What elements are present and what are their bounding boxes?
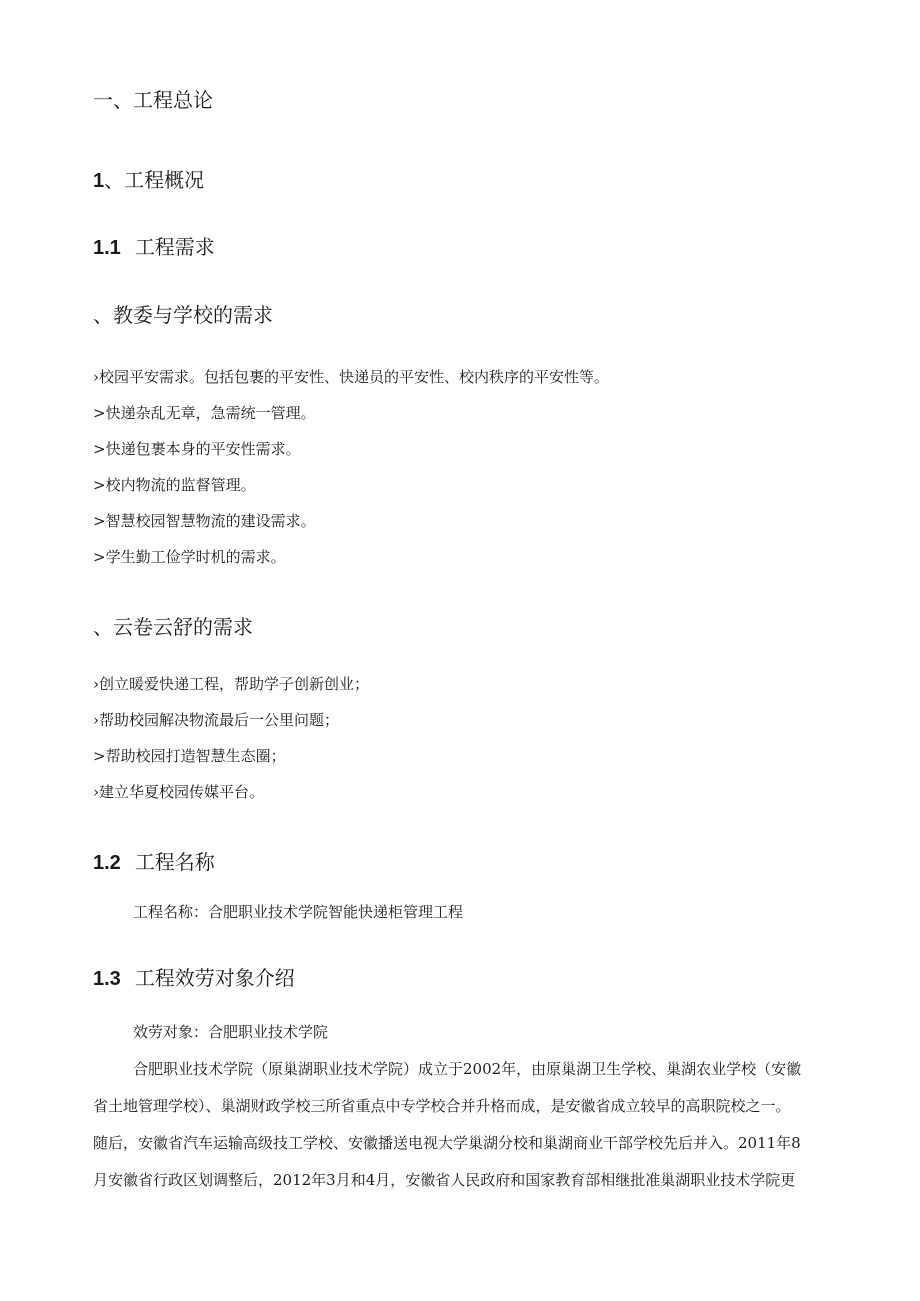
list-item: ›帮助校园解决物流最后一公里问题；: [93, 711, 340, 729]
section-number: 1.3: [93, 968, 121, 990]
section-title: 工程效劳对象介绍: [134, 966, 295, 990]
section-number: 1: [93, 170, 105, 192]
paragraph-line: 月安徽省行政区划调整后，2012年3月和4月，安徽省人民政府和国家教育部相继批准巢湖职业技术学院更: [93, 1171, 796, 1189]
section-heading-1-1: [93, 231, 215, 260]
subsection-heading-company: 、云卷云舒的需求: [93, 615, 253, 639]
section-heading-1-3: [93, 962, 295, 991]
section-title: 工程需求: [134, 235, 215, 259]
service-target-line: 效劳对象：合肥职业技术学院: [133, 1023, 329, 1041]
list-item: >快递杂乱无章，急需统一管理。: [93, 404, 316, 422]
paragraph-line: 合肥职业技术学院（原巢湖职业技术学院）成立于2002年，由原巢湖卫生学校、巢湖农业学校（安徽: [133, 1060, 802, 1078]
list-item: ›建立华夏校园传媒平台。: [93, 783, 264, 801]
list-item: >快递包裹本身的平安性需求。: [93, 440, 301, 458]
section-heading-1: [93, 164, 204, 193]
chapter-heading: 一、工程总论: [93, 88, 213, 112]
section-number: 1.1: [93, 237, 121, 259]
paragraph-line: 随后，安徽省汽车运输高级技工学校、安徽播送电视大学巢湖分校和巢湖商业干部学校先后并入。2011年8: [93, 1134, 801, 1152]
section-number: 1.2: [93, 852, 121, 874]
list-item: >智慧校园智慧物流的建设需求。: [93, 512, 316, 530]
section-title: 、工程概况: [104, 168, 205, 192]
list-item: ›校园平安需求。包括包裹的平安性、快递员的平安性、校内秩序的平安性等。: [93, 368, 610, 386]
project-name-line: 工程名称：合肥职业技术学院智能快递柜管理工程: [133, 903, 464, 921]
list-item: ›创立暖爱快递工程，帮助学子创新创业；: [93, 675, 370, 693]
list-item: >帮助校园打造智慧生态圈；: [93, 747, 286, 765]
list-item: >学生勤工俭学时机的需求。: [93, 548, 286, 566]
section-heading-1-2: [93, 846, 215, 875]
subsection-heading-education: 、教委与学校的需求: [93, 303, 273, 327]
paragraph-line: 省土地管理学校）、巢湖财政学校三所省重点中专学校合并升格而成，是安徽省成立较早的高职院校之一。: [93, 1097, 791, 1115]
list-item: >校内物流的监督管理。: [93, 476, 256, 494]
section-title: 工程名称: [134, 850, 215, 874]
